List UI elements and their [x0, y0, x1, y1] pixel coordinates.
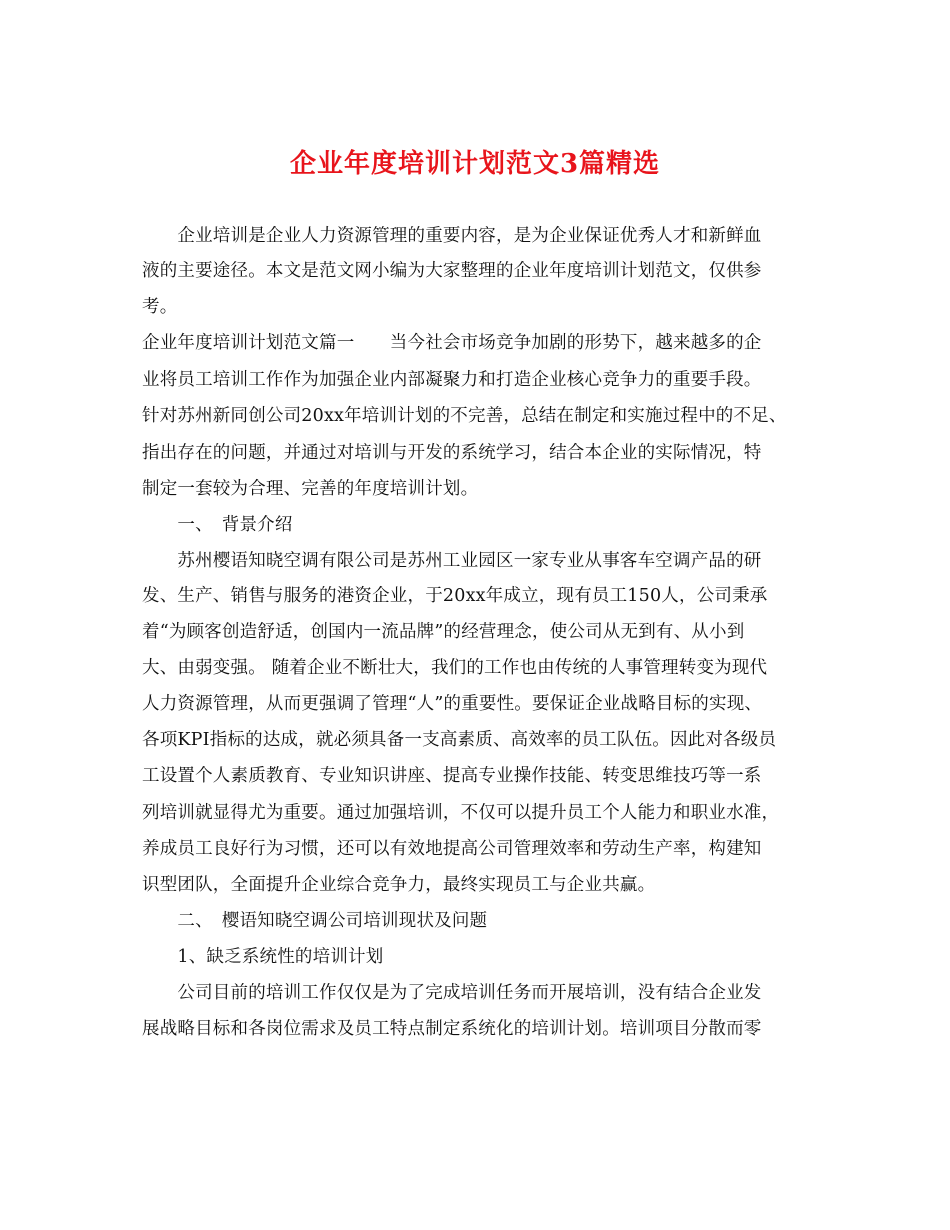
text-line: 公司目前的培训工作仅仅是为了完成培训任务而开展培训，没有结合企业发: [142, 983, 762, 1003]
text-line: 制定一套较为合理、完善的年度培训计划。: [142, 479, 479, 499]
text-line: 发、生产、销售与服务的港资企业，于20xx年成立，现有员工150人，公司秉承: [142, 586, 768, 606]
text-line: 养成员工良好行为习惯，还可以有效地提高公司管理效率和劳动生产率，构建知: [142, 839, 762, 859]
text-line: 识型团队，全面提升企业综合竞争力，最终实现员工与企业共赢。: [142, 875, 656, 895]
text-line: 企业培训是企业人力资源管理的重要内容，是为企业保证优秀人才和新鲜血: [142, 226, 762, 246]
text-line: 业将员工培训工作作为加强企业内部凝聚力和打造企业核心竞争力的重要手段。: [142, 370, 762, 390]
text-line: 二、 樱语知晓空调公司培训现状及问题: [142, 911, 488, 931]
text-line: 液的主要途径。本文是范文网小编为大家整理的企业年度培训计划范文，仅供参: [142, 261, 762, 281]
text-line: 针对苏州新同创公司20xx年培训计划的不完善，总结在制定和实施过程中的不足、: [142, 406, 787, 426]
text-line: 指出存在的问题，并通过对培训与开发的系统学习，结合本企业的实际情况，特: [142, 443, 762, 463]
document-title: 企业年度培训计划范文3篇精选: [289, 149, 661, 179]
text-line: 着“为顾客创造舒适，创国内一流品牌”的经营理念，使公司从无到有、从小到: [142, 622, 745, 642]
text-line: 工设置个人素质教育、专业知识讲座、提高专业操作技能、转变思维技巧等一系: [142, 766, 762, 786]
text-line: 各项KPI指标的达成，就必须具备一支高素质、高效率的员工队伍。因此对各级员: [142, 730, 777, 750]
text-line: 大、由弱变强。 随着企业不断壮大，我们的工作也由传统的人事管理转变为现代: [142, 658, 768, 678]
text-line: 列培训就显得尤为重要。通过加强培训，不仅可以提升员工个人能力和职业水准，: [142, 803, 780, 823]
text-line: 考。: [142, 297, 178, 317]
text-line: 一、 背景介绍: [142, 515, 293, 535]
text-line: 1、缺乏系统性的培训计划: [142, 947, 384, 967]
text-line: 人力资源管理，从而更强调了管理“人”的重要性。要保证企业战略目标的实现、: [142, 694, 763, 714]
text-line: 苏州樱语知晓空调有限公司是苏州工业园区一家专业从事客车空调产品的研: [142, 551, 762, 571]
text-line: 展战略目标和各岗位需求及员工特点制定系统化的培训计划。培训项目分散而零: [142, 1019, 762, 1039]
text-line: 企业年度培训计划范文篇一 当今社会市场竞争加剧的形势下，越来越多的企: [142, 333, 762, 353]
